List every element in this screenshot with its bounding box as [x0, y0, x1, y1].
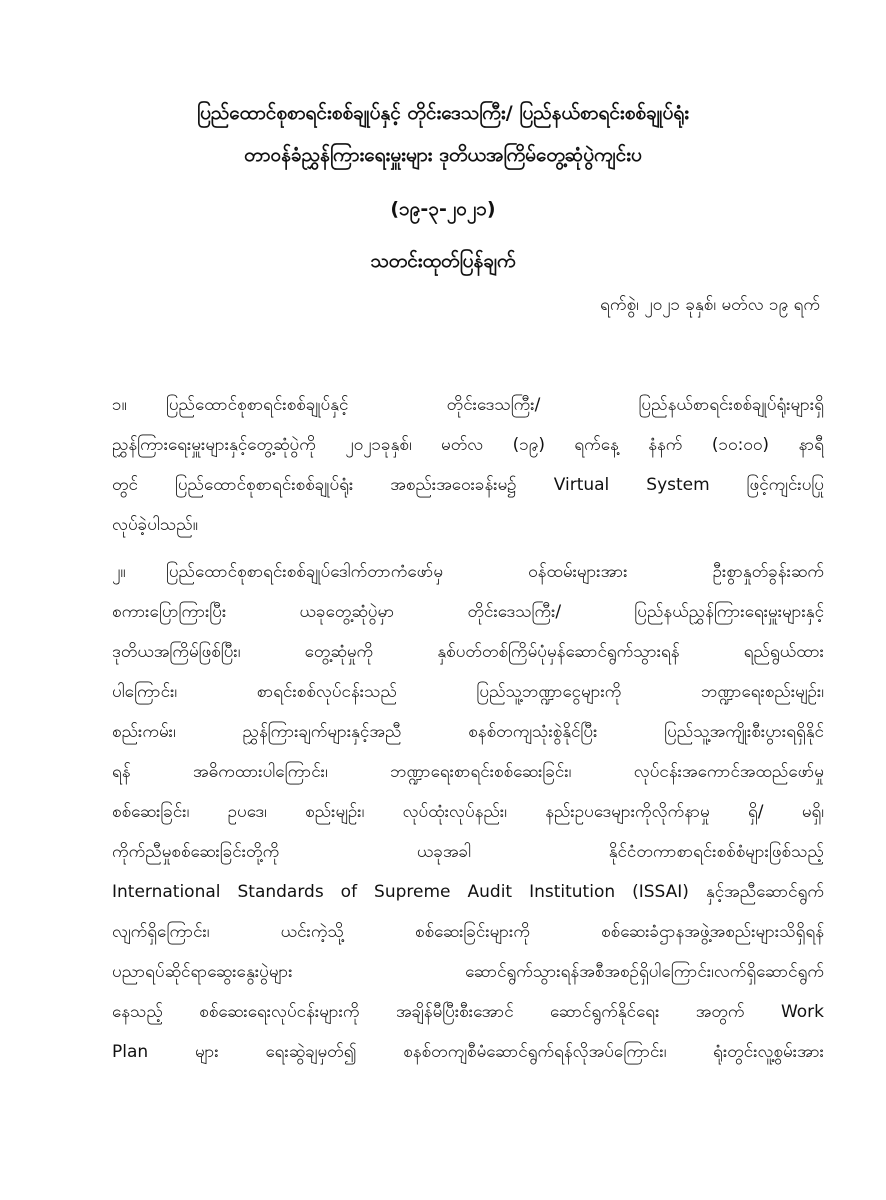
paragraph-1: [112, 385, 824, 545]
paragraph-line: ပညာရပ်ဆိုင်ရာဆွေးနွေးပွဲများ ဆောင်ရွက်သွားရန်အစီအစဉ်ရှိပါကြောင်း၊လက်ရှိဆောင်ရွက်: [112, 962, 824, 982]
paragraph-line: စည်းကမ်း၊ ညွှန်ကြားချက်များနှင့်အညီ စနစ်တကျသုံးစွဲနိုင်ပြီး ပြည်သူ့အကျိုးစီးပွားရရှိနိုင်: [112, 722, 824, 742]
paragraph-line: [112, 385, 824, 425]
document-date-parenthetical: (၁၉-၃-၂၀၂၁): [390, 198, 496, 220]
paragraph-number: ၂။: [112, 562, 126, 582]
paragraph-line: ညွှန်ကြားရေးမှူးများနှင့်တွေ့ဆုံပွဲကို ၂၀၂၁ခုနှစ်၊ မတ်လ (၁၉) ရက်နေ့ နံနက် (၁၀:၀၀) နာရီ: [112, 435, 824, 455]
dateline: ရက်စွဲ၊ ၂၀၂၁ ခုနှစ်၊ မတ်လ ၁၉ ရက်: [600, 295, 820, 315]
paragraph-line: International Standards of Supreme Audit Institution (ISSAI) နှင့်အညီဆောင်ရွက်: [112, 882, 824, 902]
paragraph-line: ဒုတိယအကြိမ်ဖြစ်ပြီး၊ တွေ့ဆုံမှုကို နှစ်ပတ်တစ်ကြိမ်ပုံမှန်ဆောင်ရွက်သွားရန် ရည်ရွယ်ထား: [112, 642, 824, 662]
paragraph-line: ကိုက်ညီမှုစစ်ဆေးခြင်းတို့ကို ယခုအခါ နိုင်ငံတကာစာရင်းစစ်စံများဖြစ်သည့်: [112, 842, 824, 862]
document-title-line-2: တာဝန်ခံညွှန်ကြားရေးမှူးများ ဒုတိယအကြိမ်တွေ့ဆုံပွဲကျင်းပ: [244, 144, 642, 166]
paragraph-line: နေသည့် စစ်ဆေးရေးလုပ်ငန်းများကို အချိန်မီပြီးစီးအောင် ဆောင်ရွက်နိုင်ရေး အတွက် Work: [112, 1002, 824, 1022]
paragraph-line: စကားပြောကြားပြီး ယခုတွေ့ဆုံပွဲမှာ တိုင်းဒေသကြီး/ ပြည်နယ်ညွှန်ကြားရေးမှူးများနှင့်: [112, 602, 824, 622]
paragraph-line: [112, 552, 824, 592]
paragraph-line: လျက်ရှိကြောင်း၊ ယင်းကဲ့သို့ စစ်ဆေးခြင်းများကို စစ်ဆေးခံဌာနအဖွဲ့အစည်းများသိရှိရန်: [112, 922, 824, 942]
document-title-line-1: ပြည်ထောင်စုစာရင်းစစ်ချုပ်နှင့် တိုင်းဒေသကြီး/ ပြည်နယ်စာရင်းစစ်ချုပ်ရုံး: [196, 102, 690, 124]
paragraph-line: စစ်ဆေးခြင်း၊ ဥပဒေ၊ စည်းမျဉ်း၊ လုပ်ထုံးလုပ်နည်း၊ နည်းဥပဒေများကိုလိုက်နာမှု ရှိ/ မရှိ၊: [112, 802, 824, 822]
paragraph-line: Plan များ ရေးဆွဲချမှတ်၍ စနစ်တကျစီမံဆောင်ရွက်ရန်လိုအပ်ကြောင်း၊ ရုံးတွင်းလူ့စွမ်းအား: [112, 1042, 824, 1062]
paragraph-text: ပြည်ထောင်စုစာရင်းစစ်ချုပ်ဒေါက်တာကံဖော်မှ ဝန်ထမ်းများအား ဦးစွာနှုတ်ခွန်းဆက်: [166, 562, 824, 582]
paragraph-line: လုပ်ခဲ့ပါသည်။: [112, 515, 198, 535]
paragraph-line: ရန် အဓိကထားပါကြောင်း၊ ဘဏ္ဍာရေးစာရင်းစစ်ဆေးခြင်း၊ လုပ်ငန်းအကောင်အထည်ဖော်မှု: [112, 762, 824, 782]
press-release-heading: သတင်းထုတ်ပြန်ချက်: [370, 250, 516, 272]
paragraph-number: ၁။: [112, 395, 127, 415]
paragraph-line: ပါကြောင်း၊ စာရင်းစစ်လုပ်ငန်းသည် ပြည်သူ့ဘဏ္ဍာငွေများကို ဘဏ္ဍာရေးစည်းမျဉ်း၊: [112, 682, 824, 702]
paragraph-line: တွင် ပြည်ထောင်စုစာရင်းစစ်ချုပ်ရုံး အစည်းအဝေးခန်းမ၌ Virtual System ဖြင့်ကျင်းပပြု: [112, 475, 824, 495]
paragraph-text: ပြည်ထောင်စုစာရင်းစစ်ချုပ်နှင့် တိုင်းဒေသကြီး/ ပြည်နယ်စာရင်းစစ်ချုပ်ရုံးများရှိ: [166, 395, 824, 415]
paragraph-2: [112, 552, 824, 1072]
